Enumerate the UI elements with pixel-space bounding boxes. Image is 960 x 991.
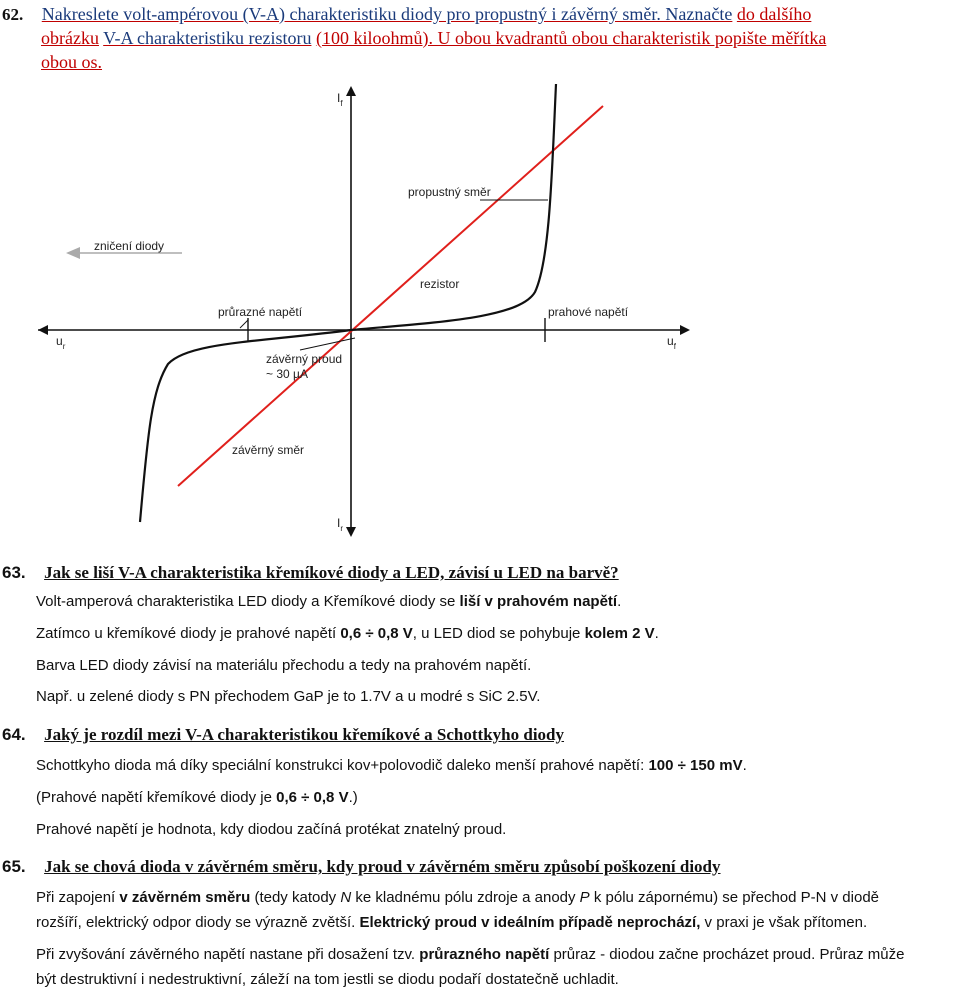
label-reverse-current-value: ~ 30 µA [266, 367, 308, 381]
y-axis-bottom-arrow [346, 527, 356, 537]
q62-text-blue-2: V-A charakteristiku rezistoru [103, 28, 312, 48]
q63-paragraph-2: Zatímco u křemíkové diody je prahové napětí 0,6 ÷ 0,8 V, u LED diod se pohybuje kolem 2 V. [36, 625, 659, 642]
q64-paragraph-1: Schottkyho dioda má díky speciální konstrukci kov+polovodič daleko menší prahové napětí: 100 ÷ 150 mV. [36, 757, 747, 774]
q63-paragraph-4: Např. u zelené diody s PN přechodem GaP je to 1.7V a u modré s SiC 2.5V. [36, 688, 541, 705]
reverse-current-leader [300, 338, 355, 350]
label-forward-direction: propustný směr [408, 185, 491, 199]
label-resistor: rezistor [420, 277, 460, 291]
q64-question: Jaký je rozdíl mezi V-A charakteristikou křemíkové a Schottkyho diody [44, 725, 565, 744]
q62-text-blue-1: Nakreslete volt-ampérovou (V-A) charakteristiku diody pro propustný i závěrný směr. Naznačte [41, 4, 733, 24]
q62-line1 [2, 2, 811, 27]
q64-paragraph-3: Prahové napětí je hodnota, kdy diodou začíná protékat znatelný proud. [36, 821, 507, 838]
breakdown-leader [240, 320, 248, 328]
label-reverse-current: závěrný proud [266, 352, 343, 366]
destruction-arrow-head [66, 247, 80, 259]
q65-line-1: Při zapojení v závěrném směru (tedy katody N ke kladnému pólu zdroje a anody P k pólu zápornému) se přechod P-N v diodě [36, 889, 880, 906]
q62-line2 [41, 26, 826, 50]
label-diode-destruction: zničení diody [94, 239, 165, 253]
q65-number: 65. [2, 857, 26, 876]
q62-text-red-3: (100 kiloohmů). U obou kvadrantů obou charakteristik popište měřítka [315, 28, 827, 48]
q65-line-4: být destruktivní i nedestruktivní, záleží na tom jestli se diodu podaří dostatečně uchladit. [36, 971, 619, 988]
q64-paragraph-2: (Prahové napětí křemíkové diody je 0,6 ÷ 0,8 V.) [36, 789, 358, 806]
q65-line-2: rozšíří, elektrický odpor diody se výrazně zvětší. Elektrický proud v ideálním případě neprochází, v praxi je však přítomen. [36, 914, 868, 931]
resistor-line [178, 106, 603, 486]
label-ir: $I_r$ [337, 516, 344, 533]
label-reverse-direction: závěrný směr [232, 443, 305, 457]
y-axis-top-arrow [346, 86, 356, 96]
q65-heading [2, 857, 721, 877]
q63-heading [2, 563, 619, 583]
q64-number: 64. [2, 725, 26, 744]
q62-text-red-4: obou os. [41, 52, 103, 72]
q64-heading [2, 725, 564, 745]
q65-question: Jak se chová dioda v závěrném směru, kdy proud v závěrném směru způsobí poškození diody [44, 857, 721, 876]
q63-paragraph-3: Barva LED diody závisí na materiálu přechodu a tedy na prahovém napětí. [36, 657, 532, 674]
q65-line-3: Při zvyšování závěrného napětí nastane při dosažení tzv. průrazného napětí průraz - diodou začne procházet proud. Průraz může [36, 946, 905, 963]
diode-curve [140, 84, 556, 522]
q63-paragraph-1: Volt-amperová charakteristika LED diody a Křemíkové diody se liší v prahovém napětí. [36, 593, 622, 610]
label-uf: $u_f$ [667, 334, 676, 351]
q62-text-red-2: obrázku [41, 28, 99, 48]
q62-text-red-1: do dalšího [736, 4, 812, 24]
x-axis-right-arrow [680, 325, 690, 335]
q63-question: Jak se liší V-A charakteristika křemíkové diody a LED, závisí u LED na barvě? [44, 563, 619, 582]
label-threshold-voltage: prahové napětí [548, 305, 629, 319]
x-axis-left-arrow [38, 325, 48, 335]
label-if: $I_f$ [337, 91, 343, 108]
label-ur: $u_r$ [56, 334, 66, 351]
label-breakdown-voltage: průrazné napětí [218, 305, 303, 319]
va-characteristic-diagram [0, 60, 960, 550]
q63-number: 63. [2, 563, 26, 582]
q62-number: 62. [2, 5, 24, 24]
